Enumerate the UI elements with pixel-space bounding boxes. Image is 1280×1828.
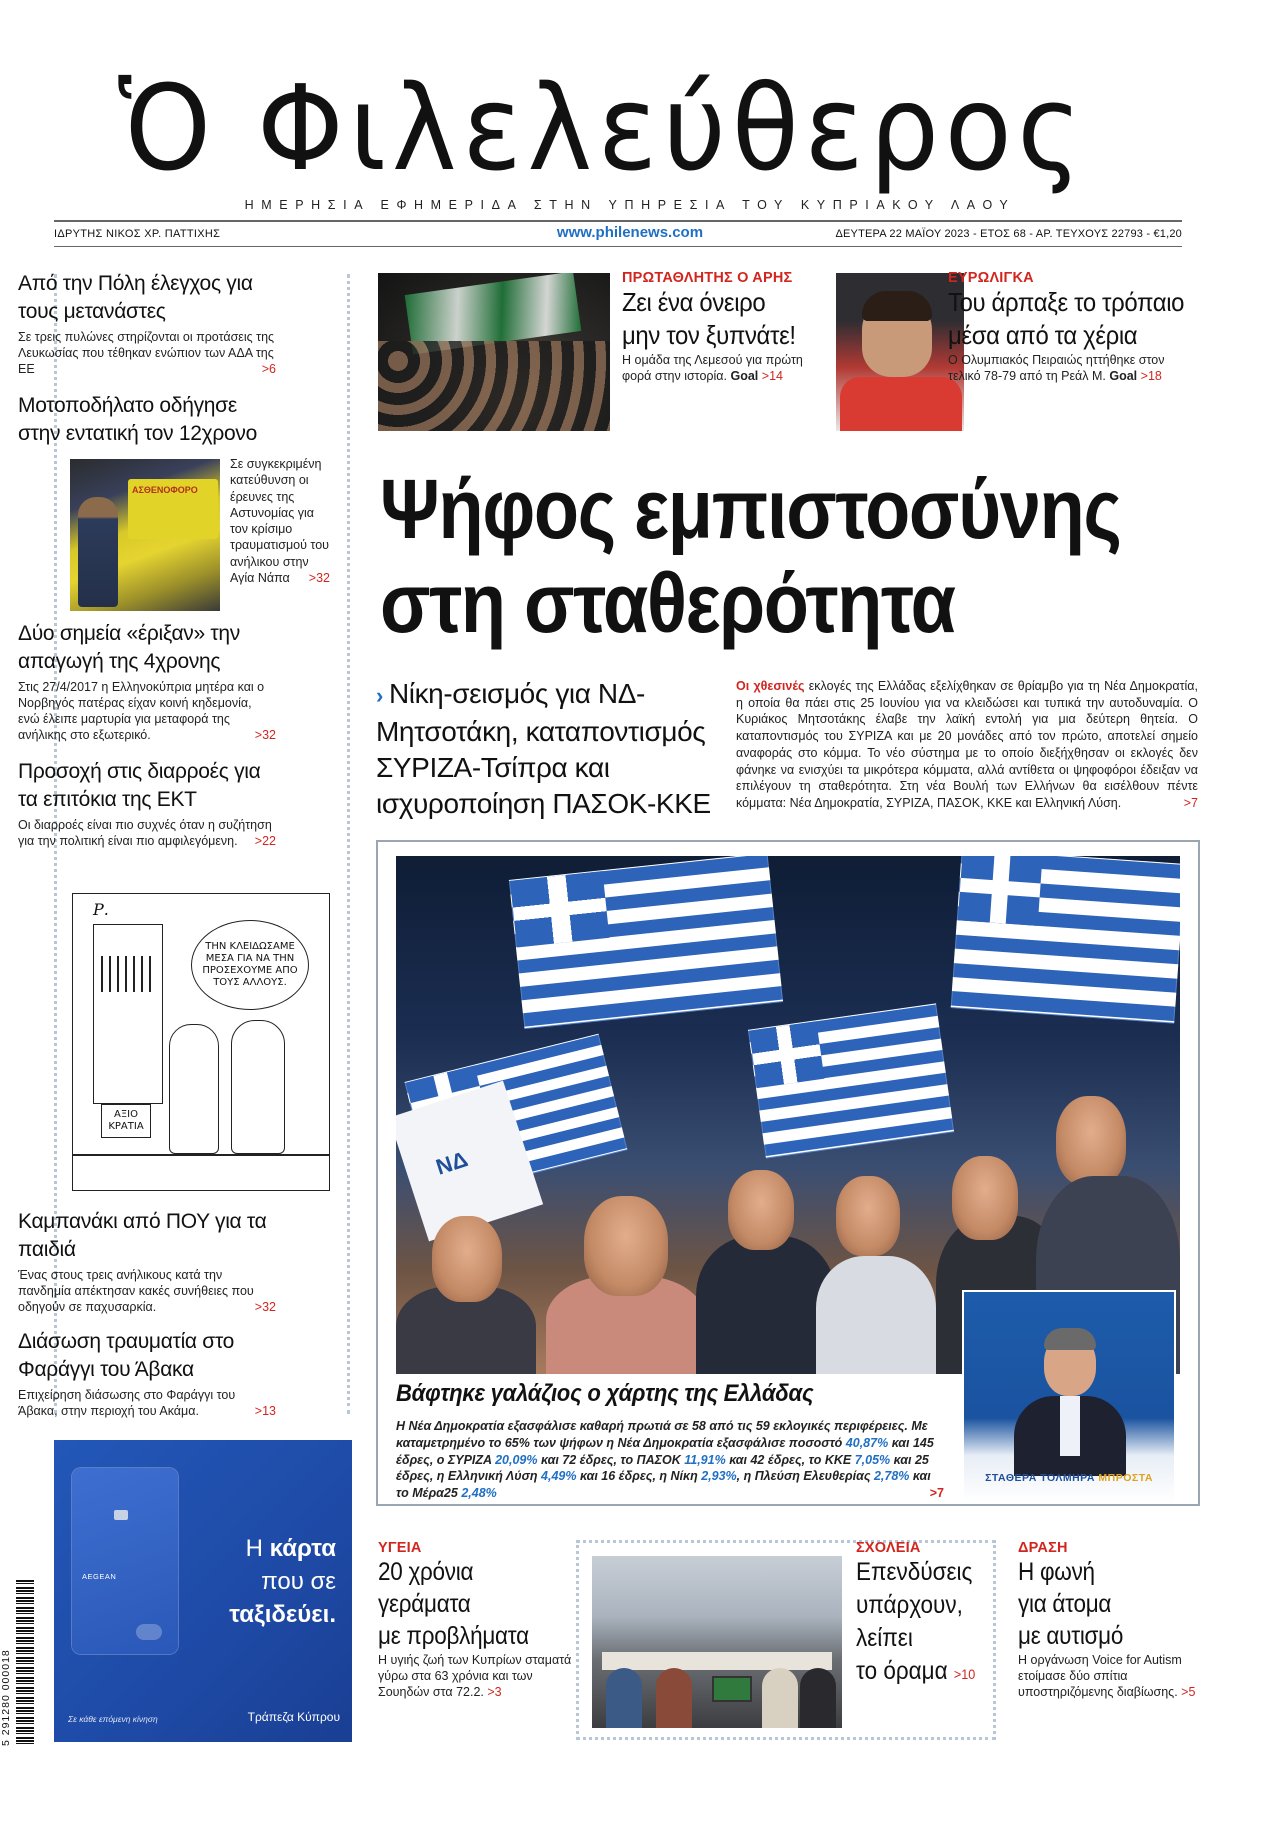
greek-flag — [509, 856, 783, 1029]
barcode — [16, 1580, 34, 1746]
guard-figure — [231, 1020, 285, 1154]
teaser-euroleague[interactable] — [948, 270, 1198, 384]
pct-syriza: 20,09% — [495, 1452, 538, 1467]
basketball-player-photo[interactable] — [836, 273, 964, 431]
main-headline[interactable] — [380, 462, 1121, 650]
page-ref[interactable]: >32 — [308, 571, 330, 586]
story-text: Η οργάνωση Voice for Autism ετοίμασε δύο σπίτια υποστηριζόμενης διαβίωσης. >5 — [1018, 1653, 1196, 1699]
pct-niki: 2,93% — [701, 1469, 737, 1484]
greek-flag — [748, 1003, 954, 1158]
teaser-title-line[interactable]: Του άρπαξε το τρόπαιο — [948, 287, 1185, 317]
teaser-kicker: ΠΡΩΤΑΘΛΗΤΗΣ Ο ΑΡΗΣ — [622, 270, 793, 286]
story-kicker: ΣΧΟΛΕΙΑ — [856, 1540, 921, 1556]
cell-door — [93, 924, 163, 1104]
greek-flag — [951, 856, 1180, 1024]
laptop-screen — [712, 1676, 752, 1702]
story-text: Στις 27/4/2017 η Ελληνοκύπρια μητέρα και ο Νορβηγός πατέρας είχαν κοινή κηδεμονία, ενώ έλειπε μαρτυρία για μεταφορά της ανήλικης στο εξωτερικό. >32 — [18, 680, 276, 742]
page-ref[interactable]: >22 — [254, 834, 276, 848]
ambulance-photo — [70, 459, 220, 611]
story-abduction[interactable] — [18, 620, 276, 743]
story-text: Σε τρεις πυλώνες στηρίζονται οι προτάσεις της Λευκωσίας που τέθηκαν ενώπιον των ΑΔΑ της ΕΕ >6 — [18, 330, 276, 376]
header-rule-bottom — [54, 246, 1182, 247]
guard-figure — [169, 1024, 219, 1154]
story-autism[interactable] — [1018, 1540, 1202, 1700]
campaign-slogan: ΣΤΑΘΕΡΑ ΤΟΛΜΗΡΑ ΜΠΡΟΣΤΑ — [985, 1472, 1153, 1484]
main-lede: Οι χθεσινές εκλογές της Ελλάδας εξελίχθηκαν σε θρίαμβο για τη Νέα Δημοκρατία, η οποία θα πάει στις 25 Ιουνίου για να κλειδώσει και τυπικά την αυτοδυναμία. Ο Κυριάκος Μητσοτάκης έλαβε την λαϊκή εντολή για μια δεύτερη θητεία. Ο καταποντισμός του ΣΥΡΙΖΑ και με 20 μονάδες από τον πρώτο, αποτελεί σημείο αναφοράς στο κόμμα. Το νέο σύστημα με το οποίο διεξήχθησαν οι εκλογές δεν φάνηκε να ενισχύει τα μικρότερα κόμματα, αλλά αντίθετα οι ψηφοφόροι έδειξαν να επιλέγουν τη σταθερότητα. Στη νέα Βουλή των Ελλήνων θα εισέλθουν πέντε κόμματα: Νέα Δημοκρατία, ΣΥΡΙΖΑ, ΠΑΣΟΚ, ΚΚΕ και Ελληνική Λύση. >7 — [736, 679, 1198, 810]
cell-bars — [101, 956, 155, 992]
story-avakas[interactable] — [18, 1328, 276, 1419]
teaser-text: Η ομάδα της Λεμεσού για πρώτη φορά στην ιστορία. Goal >14 — [622, 353, 803, 383]
page-ref[interactable]: >6 — [261, 362, 276, 376]
website-link[interactable]: www.philenews.com — [556, 224, 704, 241]
page-ref[interactable]: >14 — [761, 369, 783, 383]
story-health[interactable] — [378, 1540, 578, 1700]
cartoon-floor — [73, 1154, 329, 1156]
masthead-subtitle: ΗΜΕΡΗΣΙΑ ΕΦΗΜΕΡΙΔΑ ΣΤΗΝ ΥΠΗΡΕΣΙΑ ΤΟΥ ΚΥΠΡΙΑΚΟΥ ΛΑΟΥ — [244, 198, 1016, 212]
teaser-aris[interactable] — [622, 270, 822, 384]
card-network-icon — [136, 1624, 162, 1640]
goal-label: Goal — [1109, 369, 1138, 383]
page-ref[interactable]: >18 — [1140, 369, 1162, 383]
page-ref[interactable]: >13 — [254, 1404, 276, 1418]
page-ref[interactable]: >3 — [487, 1685, 502, 1699]
card-chip-icon — [114, 1510, 128, 1520]
page-ref[interactable]: >7 — [1183, 795, 1198, 810]
header-rule — [54, 220, 1182, 222]
photo-caption-title[interactable]: Βάφτηκε γαλάζιος ο χάρτης της Ελλάδας — [396, 1380, 814, 1407]
story-migrants[interactable] — [18, 270, 276, 377]
ad-tagline: Σε κάθε επόμενη κίνηση — [68, 1714, 158, 1724]
goal-label: Goal — [730, 369, 759, 383]
pct-pasok: 11,91% — [684, 1452, 726, 1467]
barcode-number: 5 291280 000018 — [0, 1649, 12, 1746]
story-title-line[interactable]: το όραμα >10 — [856, 1657, 976, 1685]
story-text: Η υγιής ζωή των Κυπρίων σταματά γύρω στα 63 χρόνια και των Σουηδών στα 72.2. >3 — [378, 1653, 572, 1699]
speech-bubble: ΤΗΝ ΚΛΕΙΔΩΣΑΜΕ ΜΕΣΑ ΓΙΑ ΝΑ ΤΗΝ ΠΡΟΣΕΧΟΥΜΕ ΑΠΟ ΤΟΥΣ ΑΛΛΟΥΣ. — [191, 920, 309, 1010]
pm-speech-photo[interactable] — [962, 1290, 1176, 1504]
story-title[interactable]: Δύο σημεία «έριξαν» την απαγωγή της 4χρονης — [18, 622, 240, 673]
story-text: Επιχείρηση διάσωσης στο Φαράγγι του Άβακα, στην περιοχή του Ακάμα. >13 — [18, 1388, 276, 1418]
story-title[interactable]: Από την Πόλη έλεγχος για τους μετανάστες — [18, 272, 253, 323]
pct-nd: 40,87% — [845, 1435, 889, 1450]
story-title-line[interactable]: για άτομα — [1018, 1590, 1112, 1618]
teaser-text: Ο Ολυμπιακός Πειραιώς ηττήθηκε στον τελικό 78-79 από τη Ρεάλ Μ. Goal >18 — [948, 353, 1165, 383]
story-title-line[interactable]: υπάρχουν, — [856, 1591, 963, 1619]
story-kicker: ΔΡΑΣΗ — [1018, 1540, 1068, 1556]
story-title-line[interactable]: λείπει — [856, 1624, 913, 1652]
cartoon-sign: ΑΞΙΟ ΚΡΑΤΙΑ — [101, 1104, 151, 1138]
story-title[interactable]: Μοτοποδήλατο οδήγησε στην εντατική τον 12χρονο — [18, 394, 257, 445]
chevron-right-icon: › — [376, 683, 383, 708]
page-ref[interactable]: >7 — [929, 1486, 944, 1501]
page-ref[interactable]: >32 — [254, 728, 276, 742]
pct-kke: 7,05% — [854, 1452, 891, 1467]
ad-headline: Η κάρτα που σε ταξιδεύει. — [229, 1535, 336, 1628]
card-brand: AEGEAN — [82, 1572, 117, 1581]
story-title[interactable]: Προσοχή στις διαρροές για τα επιτόκια της ΕΚΤ — [18, 760, 261, 811]
photo-caption: Η Νέα Δημοκρατία εξασφάλισε καθαρή πρωτιά σε 58 από τις 59 εκλογικές περιφέρειες. Με καταμετρημένο το 65% των ψήφων η Νέα Δημοκρατία εξασφάλισε ποσοστό 40,87% και 145 έδρες, ο ΣΥΡΙΖΑ 20,09% και 72 έδρες, το ΠΑΣΟΚ 11,91% και 42 έδρες, το ΚΚΕ 7,05% και 25 έδρες, η Ελληνική Λύση 4,49% και 16 έδρες, η Νίκη 2,93%, η Πλεύση Ελευθερίας 2,78% και το Μέρα25 2,48% >7 — [396, 1419, 944, 1501]
story-title-line[interactable]: γεράματα — [378, 1590, 471, 1618]
column-divider — [347, 274, 350, 1414]
teaser-kicker: ΕΥΡΩΛΙΓΚΑ — [948, 270, 1034, 286]
aris-celebration-photo[interactable] — [378, 273, 610, 431]
story-text: Ένας στους τρεις ανήλικους κατά την πανδημία απέκτησαν κακές συνήθειες που οδηγούν σε παχυσαρκία. >32 — [18, 1268, 276, 1314]
bank-advertisement[interactable] — [54, 1440, 352, 1742]
story-title[interactable]: Διάσωση τραυματία στο Φαράγγι του Άβακα — [18, 1330, 235, 1381]
story-ecb[interactable] — [18, 758, 276, 849]
bank-logo: Τράπεζα Κύπρου — [247, 1710, 340, 1724]
teaser-title-line[interactable]: μέσα από τα χέρια — [948, 320, 1138, 350]
story-who[interactable] — [18, 1208, 276, 1315]
page-ref[interactable]: >10 — [953, 1666, 976, 1682]
teaser-title-line[interactable]: Ζει ένα όνειρο — [622, 287, 766, 317]
page-ref[interactable]: >5 — [1181, 1685, 1196, 1699]
issue-info: ΔΕΥΤΕΡΑ 22 ΜΑΪΟΥ 2023 - ΕΤΟΣ 68 - ΑΡ. ΤΕΥΧΟΥΣ 22793 - €1,20 — [835, 228, 1182, 240]
story-title-line[interactable]: Η φωνή — [1018, 1558, 1095, 1586]
pct-mera: 2,48% — [461, 1486, 497, 1501]
classroom-photo[interactable] — [592, 1556, 842, 1728]
story-text: Οι διαρροές είναι πιο συχνές όταν η συζήτηση για την πολιτική είναι πιο αμφιλεγόμενη. >22 — [18, 818, 276, 848]
story-title-line[interactable]: 20 χρόνια — [378, 1558, 474, 1586]
story-title[interactable]: Καμπανάκι από ΠΟΥ για τα παιδιά — [18, 1210, 267, 1261]
lede-lead: Οι χθεσινές — [736, 679, 805, 693]
founder-line: ΙΔΡΥΤΗΣ ΝΙΚΟΣ ΧΡ. ΠΑΤΤΙΧΗΣ — [54, 228, 221, 240]
story-moped[interactable] — [18, 392, 276, 448]
story-schools[interactable] — [856, 1540, 996, 1691]
pct-el: 4,49% — [541, 1469, 577, 1484]
newspaper-logo: Ὁ Φιλελεύθερος — [118, 59, 1088, 197]
story-title-line[interactable]: με προβλήματα — [378, 1622, 529, 1650]
story-title-line[interactable]: με αυτισμό — [1018, 1622, 1124, 1650]
teaser-title-line[interactable]: μην τον ξυπνάτε! — [622, 320, 796, 350]
party-flag-label: ΝΔ — [432, 1146, 471, 1180]
story-title-line[interactable]: Επενδύσεις — [856, 1558, 973, 1586]
story-kicker: ΥΓΕΙΑ — [378, 1540, 422, 1556]
headline-deck: › Νίκη-σεισμός για ΝΔ-Μητσοτάκη, καταποντισμός ΣΥΡΙΖΑ-Τσίπρα και ισχυροποίηση ΠΑΣΟΚ-ΚΚΕ — [376, 678, 711, 819]
headline-line: στη σταθερότητα — [380, 556, 955, 650]
ambulance-label: ΑΣΘΕΝΟΦΟΡΟ — [132, 485, 198, 495]
story-text: Σε συγκεκριμένη κατεύθυνση οι έρευνες της Αστυνομίας για τον κρίσιμο τραυματισμού του ανήλικου στην Αγία Νάπα >32 — [230, 457, 330, 586]
cartoonist-signature: Ρ. — [93, 900, 109, 919]
headline-line: Ψήφος εμπιστοσύνης — [380, 462, 1121, 556]
page-ref[interactable]: >32 — [254, 1300, 276, 1314]
pct-plefsi: 2,78% — [873, 1469, 910, 1484]
credit-card-image — [72, 1468, 178, 1654]
editorial-cartoon — [72, 893, 330, 1191]
